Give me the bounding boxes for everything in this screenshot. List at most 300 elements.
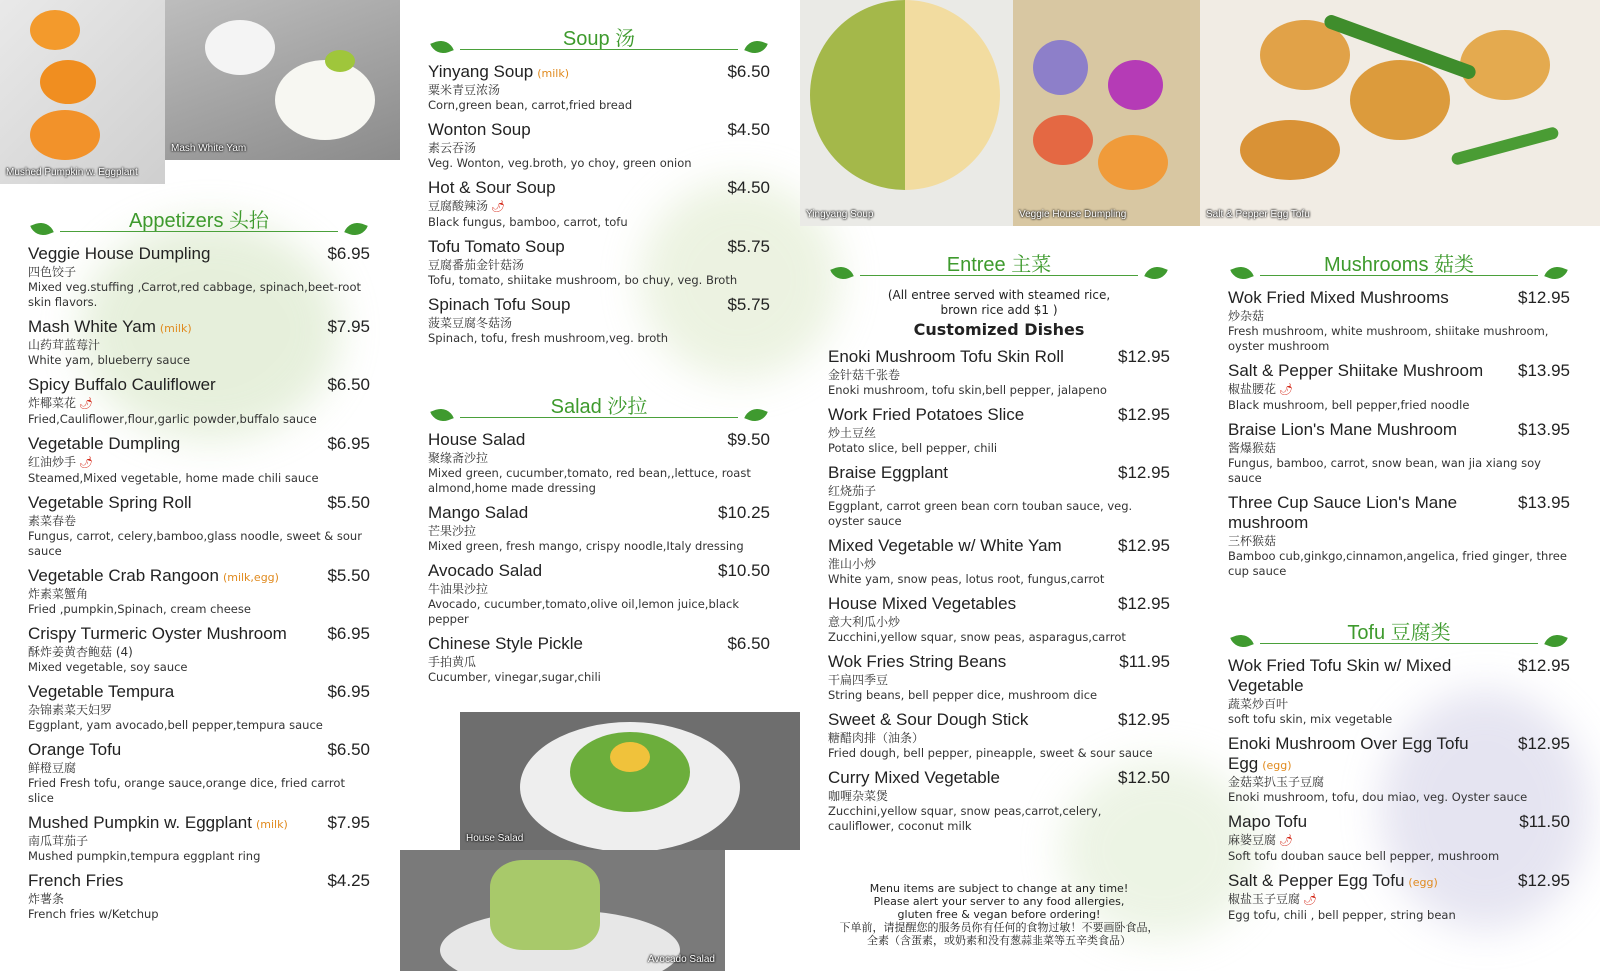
menu-item — [428, 178, 770, 230]
menu-item-header — [28, 434, 370, 454]
menu-item-header — [28, 244, 370, 264]
menu-item-description: soft tofu skin, mix vegetable — [1228, 712, 1393, 726]
menu-item-chinese-name: 蔬菜炒百叶 — [1228, 697, 1289, 711]
menu-item-chinese-name: 粟米青豆浓汤 — [428, 83, 501, 97]
entree-subtitle: Customized Dishes — [913, 320, 1085, 339]
menu-item-chinese-name: 三杯猴菇 — [1228, 534, 1277, 548]
menu-item-description: White yam, blueberry sauce — [28, 353, 191, 367]
menu-item-description: Black mushroom, bell pepper,fried noodle — [1228, 398, 1470, 412]
menu-item-price: $12.95 — [1518, 871, 1570, 890]
menu-item-name: Mixed Vegetable w/ White Yam — [828, 536, 1062, 555]
menu-item — [828, 536, 1170, 587]
menu-item-description: Avocado, cucumber,tomato,olive oil,lemon juice,black pepper — [428, 597, 739, 626]
menu-item-price: $12.95 — [1518, 734, 1570, 753]
photo-caption: Yingyang Soup — [806, 209, 874, 220]
menu-item-description: Zucchini,yellow squar, snow peas, asparagus,carrot — [828, 630, 1126, 644]
menu-item — [828, 594, 1170, 645]
menu-item-header — [828, 768, 1170, 788]
menu-item-name: Three Cup Sauce Lion's Mane mushroom — [1228, 493, 1458, 532]
menu-item-price: $12.95 — [1518, 288, 1570, 307]
menu-item-name: House Mixed Vegetables — [828, 594, 1017, 613]
menu-item-description: Fried ,pumpkin,Spinach, cream cheese — [28, 602, 251, 616]
menu-item-name-wrap — [428, 237, 565, 257]
menu-item-name: Wok Fries String Beans — [828, 652, 1007, 671]
menu-item-price: $12.50 — [1118, 768, 1170, 787]
menu-item-description: Veg. Wonton, veg.broth, yo choy, green onion — [428, 156, 692, 170]
menu-item-name: Wok Fried Mixed Mushrooms — [1228, 288, 1449, 307]
menu-item-name-wrap — [28, 434, 180, 454]
menu-item-description: Zucchini,yellow squar, snow peas,carrot,celery, cauliflower, coconut milk — [828, 804, 1102, 833]
menu-item-name: Mango Salad — [428, 503, 529, 522]
menu-item-description: Enoki mushroom, tofu, dou miao, veg. Oyster sauce — [1228, 790, 1528, 804]
menu-item-description: White yam, snow peas, lotus root, fungus,carrot — [828, 572, 1105, 586]
menu-item-name-wrap — [1228, 656, 1518, 696]
menu-item-price: $12.95 — [1118, 594, 1170, 613]
menu-item — [828, 463, 1170, 529]
menu-item-chinese-name: 南瓜茸茄子 — [28, 834, 89, 848]
menu-item-name-wrap — [828, 405, 1024, 425]
menu-item-header — [28, 813, 370, 833]
menu-item — [428, 561, 770, 627]
menu-item-name-wrap — [428, 430, 525, 450]
menu-item-price: $13.95 — [1518, 361, 1570, 380]
menu-item-description: Eggplant, yam avocado,bell pepper,tempura sauce — [28, 718, 323, 732]
photo-salt-pepper-tofu — [1200, 0, 1600, 226]
menu-item-price: $13.95 — [1518, 420, 1570, 439]
menu-item-price: $6.50 — [727, 62, 770, 81]
menu-item-price: $6.95 — [327, 434, 370, 453]
allergen-tag: (egg) — [1262, 759, 1292, 772]
menu-item — [1228, 493, 1570, 579]
menu-item — [1228, 420, 1570, 486]
menu-item-description: Mushed pumpkin,tempura eggplant ring — [28, 849, 261, 863]
menu-item-description: Tofu, tomato, shiitake mushroom, bo chuy, veg. Broth — [428, 273, 738, 287]
menu-item-price: $5.50 — [327, 566, 370, 585]
menu-item-header — [428, 120, 770, 140]
menu-item-name: Enoki Mushroom Tofu Skin Roll — [828, 347, 1064, 366]
menu-item-description: Fresh mushroom, white mushroom, shiitake mushroom, oyster mushroom — [1228, 324, 1549, 353]
footer-line: 下单前，请提醒您的服务员你有任何的食物过敏！不要画卧食品， — [839, 921, 1159, 934]
menu-item-description: Potato slice, bell pepper, chili — [828, 441, 998, 455]
menu-item — [28, 317, 370, 368]
chili-icon: 🌶 — [1279, 383, 1293, 396]
entree-section — [828, 248, 1170, 947]
menu-item-description: French fries w/Ketchup — [28, 907, 159, 921]
menu-item-name-wrap — [28, 317, 192, 337]
menu-item-price: $12.95 — [1118, 347, 1170, 366]
menu-item-name: Orange Tofu — [28, 740, 122, 759]
menu-item-name: Avocado Salad — [428, 561, 543, 580]
menu-item-price: $12.95 — [1118, 710, 1170, 729]
menu-item-name-wrap — [828, 652, 1006, 672]
menu-item-price: $5.75 — [727, 295, 770, 314]
menu-item-name-wrap — [1228, 812, 1307, 832]
menu-item-description: Enoki mushroom, tofu skin,bell pepper, jalapeno — [828, 383, 1107, 397]
menu-item — [828, 347, 1170, 398]
menu-item-header — [1228, 288, 1570, 308]
menu-item-header — [428, 561, 770, 581]
menu-item-name: Mapo Tofu — [1228, 812, 1308, 831]
menu-item-chinese-name: 炸素菜蟹角 — [28, 587, 89, 601]
menu-item — [428, 295, 770, 346]
menu-item — [428, 503, 770, 554]
allergen-tag: (egg) — [1408, 876, 1438, 889]
menu-item — [828, 652, 1170, 703]
section-title: Appetizers 头抬 — [128, 210, 270, 232]
menu-item-chinese-name: 手拍黄瓜 — [428, 655, 477, 669]
menu-item-name-wrap — [28, 566, 279, 586]
menu-item-name: Vegetable Crab Rangoon — [28, 566, 219, 585]
menu-item-name: Salt & Pepper Egg Tofu — [1228, 871, 1405, 890]
menu-item-name: Braise Eggplant — [828, 463, 949, 482]
menu-item-description: Soft tofu douban sauce bell pepper, mushroom — [1228, 849, 1500, 863]
menu-item-name: Spicy Buffalo Cauliflower — [28, 375, 216, 394]
menu-item-name-wrap — [1228, 871, 1438, 891]
menu-item-chinese-name: 金针菇千张卷 — [828, 368, 901, 382]
menu-item-header — [428, 430, 770, 450]
menu-item-chinese-name: 糖醋肉排（油条） — [828, 731, 925, 745]
menu-item-price: $10.50 — [718, 561, 770, 580]
menu-item-price: $5.75 — [727, 237, 770, 256]
footer-line: Menu items are subject to change at any time! — [869, 882, 1129, 895]
menu-item-description: Fungus, bamboo, carrot, snow bean, wan jia xiang soy sauce — [1228, 456, 1541, 485]
menu-item-header — [428, 178, 770, 198]
section-title: Mushrooms 菇类 — [1323, 254, 1475, 276]
entree-note: brown rice add $1 ) — [940, 303, 1058, 317]
section-title: Tofu 豆腐类 — [1347, 622, 1451, 644]
menu-item-name-wrap — [428, 62, 569, 82]
menu-item-header — [1228, 734, 1570, 774]
menu-item-name-wrap — [828, 594, 1016, 614]
menu-item-name-wrap — [428, 634, 583, 654]
menu-item-header — [28, 317, 370, 337]
chili-icon: 🌶 — [1303, 893, 1317, 906]
menu-item-name-wrap — [28, 682, 174, 702]
menu-item — [28, 682, 370, 733]
photo-veggie-dumpling — [1013, 0, 1200, 226]
menu-item-name: Chinese Style Pickle — [428, 634, 583, 653]
menu-item-name: Hot & Sour Soup — [428, 178, 556, 197]
photo-caption: House Salad — [466, 833, 524, 844]
menu-item-header — [1228, 812, 1570, 832]
menu-item-header — [428, 634, 770, 654]
menu-item-chinese-name: 杂锦素菜天妇罗 — [28, 703, 113, 717]
menu-item-chinese-name: 红油炒手 🌶 — [28, 455, 93, 469]
menu-item-price: $12.95 — [1518, 656, 1570, 675]
photo-yinyang-soup — [800, 0, 1013, 226]
menu-item-name: French Fries — [28, 871, 124, 890]
photo-avocado-salad — [400, 850, 725, 971]
menu-item-name: Enoki Mushroom Over Egg Tofu Egg — [1228, 734, 1469, 773]
menu-item-description: Cucumber, vinegar,sugar,chili — [428, 670, 601, 684]
section-header — [1228, 248, 1570, 282]
menu-item-name: Tofu Tomato Soup — [428, 237, 565, 256]
chili-icon: 🌶 — [79, 456, 93, 469]
menu-item-name-wrap — [828, 347, 1064, 367]
menu-item-price: $4.50 — [727, 120, 770, 139]
photo-caption: Mash White Yam — [171, 143, 247, 154]
menu-item-name-wrap — [28, 740, 121, 760]
menu-item-chinese-name: 炒杂菇 — [1228, 309, 1265, 323]
menu-item-name: Veggie House Dumpling — [28, 244, 211, 263]
photo-house-salad — [460, 712, 800, 850]
section-header — [28, 204, 370, 238]
menu-item-chinese-name: 牛油果沙拉 — [428, 582, 489, 596]
menu-item-chinese-name: 山药茸蓝莓汁 — [28, 338, 101, 352]
menu-item-chinese-name: 酱爆猴菇 — [1228, 441, 1277, 455]
menu-item-name-wrap — [828, 536, 1062, 556]
menu-item — [28, 493, 370, 559]
menu-item-name: Wonton Soup — [428, 120, 531, 139]
menu-item-price: $12.95 — [1118, 463, 1170, 482]
menu-item — [28, 375, 370, 427]
menu-item-chinese-name: 淮山小炒 — [828, 557, 877, 571]
menu-item — [1228, 361, 1570, 413]
menu-item-name: Work Fried Potatoes Slice — [828, 405, 1025, 424]
menu-item-name-wrap — [28, 244, 210, 264]
menu-item-name-wrap — [1228, 288, 1449, 308]
menu-item-price: $6.95 — [327, 244, 370, 263]
menu-item-name-wrap — [828, 768, 1000, 788]
footer-line: 全素（含蛋素，或奶素和没有葱蒜韭菜等五辛类食品） — [867, 934, 1131, 947]
menu-item — [28, 813, 370, 864]
menu-item-header — [828, 463, 1170, 483]
photo-mushed-pumpkin — [0, 0, 165, 184]
menu-item-chinese-name: 炸薯条 — [28, 892, 65, 906]
menu-item-name-wrap — [28, 375, 216, 395]
photo-caption: Veggie House Dumpling — [1019, 209, 1127, 220]
menu-item — [28, 624, 370, 675]
menu-item-header — [28, 375, 370, 395]
menu-item-price: $12.95 — [1118, 536, 1170, 555]
menu-item-name-wrap — [1228, 734, 1518, 774]
menu-item-name-wrap — [428, 561, 542, 581]
menu-item-chinese-name: 豆腐番茄金针菇汤 — [428, 258, 525, 272]
menu-item-description: Fried,Cauliflower,flour,garlic powder,buffalo sauce — [28, 412, 317, 426]
section-header — [428, 390, 770, 424]
menu-item-price: $9.50 — [727, 430, 770, 449]
chili-icon: 🌶 — [1279, 834, 1293, 847]
menu-item — [28, 871, 370, 922]
section-title: Entree 主菜 — [946, 254, 1052, 276]
menu-item-chinese-name: 麻婆豆腐 🌶 — [1228, 833, 1293, 847]
menu-item-header — [428, 503, 770, 523]
menu-item — [28, 434, 370, 486]
menu-item-header — [428, 62, 770, 82]
menu-item-name: Vegetable Tempura — [28, 682, 175, 701]
menu-item — [1228, 812, 1570, 864]
menu-item-header — [428, 237, 770, 257]
menu-item-chinese-name: 菠菜豆腐冬菇汤 — [428, 316, 513, 330]
menu-item-header — [1228, 420, 1570, 440]
menu-item — [28, 566, 370, 617]
menu-item-description: Mixed veg.stuffing ,Carrot,red cabbage, spinach,beet-root skin flavors. — [28, 280, 361, 309]
menu-item-header — [28, 740, 370, 760]
menu-item-name: Salt & Pepper Shiitake Mushroom — [1228, 361, 1484, 380]
menu-item-name: Wok Fried Tofu Skin w/ Mixed Vegetable — [1228, 656, 1452, 695]
menu-item-price: $10.25 — [718, 503, 770, 522]
menu-item-chinese-name: 椒盐腰花 🌶 — [1228, 382, 1293, 396]
menu-item-chinese-name: 四色饺子 — [28, 265, 77, 279]
footer-line: Please alert your server to any food allergies, — [873, 895, 1125, 908]
menu-item-description: Egg tofu, chili , bell pepper, string bean — [1228, 908, 1456, 922]
menu-item — [428, 62, 770, 113]
menu-item-name-wrap — [1228, 493, 1518, 533]
menu-item-description: Mixed green, cucumber,tomato, red bean,,lettuce, roast almond,home made dressing — [428, 466, 751, 495]
menu-item-name-wrap — [428, 178, 556, 198]
menu-item-name-wrap — [828, 463, 948, 483]
menu-item — [428, 430, 770, 496]
menu-item — [28, 244, 370, 310]
menu-item-header — [828, 405, 1170, 425]
menu-item-name: Curry Mixed Vegetable — [828, 768, 1000, 787]
menu-item — [428, 237, 770, 288]
menu-item-name-wrap — [428, 295, 570, 315]
soup-section — [428, 22, 770, 353]
menu-item-name: Mushed Pumpkin w. Eggplant — [28, 813, 252, 832]
menu-item-chinese-name: 素菜春卷 — [28, 514, 77, 528]
menu-item-price: $11.50 — [1519, 812, 1570, 831]
menu-item-price: $6.50 — [327, 375, 370, 394]
menu-item-price: $4.50 — [727, 178, 770, 197]
menu-item-price: $5.50 — [327, 493, 370, 512]
menu-item-chinese-name: 椒盐玉子豆腐 🌶 — [1228, 892, 1317, 906]
menu-item — [28, 740, 370, 806]
menu-item-name: Crispy Turmeric Oyster Mushroom — [28, 624, 287, 643]
menu-item-description: String beans, bell pepper dice, mushroom dice — [828, 688, 1098, 702]
menu-item-header — [1228, 493, 1570, 533]
menu-item-description: Mixed green, fresh mango, crispy noodle,Italy dressing — [428, 539, 744, 553]
menu-item-chinese-name: 豆腐酸辣汤 🌶 — [428, 199, 505, 213]
menu-footer — [828, 882, 1170, 947]
menu-item — [1228, 871, 1570, 923]
menu-item — [1228, 656, 1570, 727]
menu-item-header — [28, 871, 370, 891]
menu-item-description: Black fungus, bamboo, carrot, tofu — [428, 215, 628, 229]
menu-item-price: $7.95 — [327, 317, 370, 336]
menu-item-description: Fungus, carrot, celery,bamboo,glass noodle, sweet & sour sauce — [28, 529, 362, 558]
menu-item-name-wrap — [28, 493, 192, 513]
allergen-tag: (milk) — [159, 322, 192, 335]
menu-item — [428, 120, 770, 171]
menu-item-header — [28, 682, 370, 702]
menu-item-name-wrap — [28, 813, 288, 833]
menu-item-description: Bamboo cub,ginkgo,cinnamon,angelica, fried ginger, three cup sauce — [1228, 549, 1567, 578]
menu-item-chinese-name: 干扁四季豆 — [828, 673, 889, 687]
menu-item — [1228, 288, 1570, 354]
section-title: Salad 沙拉 — [550, 396, 648, 418]
salad-section — [428, 390, 770, 692]
chili-icon: 🌶 — [79, 397, 93, 410]
menu-item-header — [828, 594, 1170, 614]
menu-item-description: Fried dough, bell pepper, pineapple, sweet & sour sauce — [828, 746, 1153, 760]
menu-item-price: $12.95 — [1118, 405, 1170, 424]
menu-item-chinese-name: 炸椰菜花 🌶 — [28, 396, 93, 410]
menu-item-name: Sweet & Sour Dough Stick — [828, 710, 1029, 729]
allergen-tag: (milk,egg) — [222, 571, 279, 584]
menu-item-description: Eggplant, carrot green bean corn touban sauce, veg. oyster sauce — [828, 499, 1133, 528]
menu-item-header — [828, 710, 1170, 730]
menu-item-header — [28, 624, 370, 644]
menu-item-description: Steamed,Mixed vegetable, home made chili sauce — [28, 471, 319, 485]
footer-line: gluten free & vegan before ordering! — [897, 908, 1101, 921]
photo-mash-white-yam — [165, 0, 400, 160]
menu-item-name: Yinyang Soup — [428, 62, 534, 81]
menu-item-price: $11.95 — [1119, 652, 1170, 671]
menu-item-description: Corn,green bean, carrot,fried bread — [428, 98, 633, 112]
menu-item-price: $6.50 — [727, 634, 770, 653]
section-header — [828, 248, 1170, 282]
photo-caption: Avocado Salad — [647, 954, 715, 965]
menu-item-header — [828, 347, 1170, 367]
menu-item-chinese-name: 意大利瓜小炒 — [828, 615, 901, 629]
allergen-tag: (milk) — [255, 818, 288, 831]
entree-note: (All entree served with steamed rice, — [887, 288, 1111, 302]
section-header — [1228, 616, 1570, 650]
menu-item-description: Fried Fresh tofu, orange sauce,orange dice, fried carrot slice — [28, 776, 345, 805]
menu-item — [428, 634, 770, 685]
photo-caption: Salt & Pepper Egg Tofu — [1206, 209, 1310, 220]
menu-item-price: $6.95 — [327, 624, 370, 643]
menu-item-name: Spinach Tofu Soup — [428, 295, 571, 314]
menu-item-chinese-name: 聚缘斋沙拉 — [428, 451, 489, 465]
menu-item-price: $6.95 — [327, 682, 370, 701]
menu-item-name: Braise Lion's Mane Mushroom — [1228, 420, 1458, 439]
menu-item-name-wrap — [428, 503, 528, 523]
tofu-section — [1228, 616, 1570, 930]
menu-item-name-wrap — [1228, 361, 1483, 381]
menu-item-chinese-name: 炒土豆丝 — [828, 426, 877, 440]
menu-item-description: Spinach, tofu, fresh mushroom,veg. broth — [428, 331, 669, 345]
menu-item-name-wrap — [828, 710, 1028, 730]
menu-item-chinese-name: 红烧茄子 — [828, 484, 877, 498]
menu-item-chinese-name: 素云吞汤 — [428, 141, 477, 155]
chili-icon: 🌶 — [491, 200, 505, 213]
menu-item-header — [28, 493, 370, 513]
menu-item-chinese-name: 酥炸姜黄杏鲍菇 (4) — [28, 645, 133, 659]
menu-item — [1228, 734, 1570, 805]
menu-item-header — [1228, 871, 1570, 891]
menu-item-name-wrap — [28, 624, 287, 644]
menu-item-price: $13.95 — [1518, 493, 1570, 512]
menu-item-chinese-name: 鲜橙豆腐 — [28, 761, 77, 775]
menu-item-name: House Salad — [428, 430, 526, 449]
menu-item-name-wrap — [1228, 420, 1457, 440]
section-header — [428, 22, 770, 56]
mushrooms-section — [1228, 248, 1570, 586]
menu-item-chinese-name: 金菇菜扒玉子豆腐 — [1228, 775, 1325, 789]
menu-item — [828, 405, 1170, 456]
menu-item-chinese-name: 咖喱杂菜煲 — [828, 789, 889, 803]
menu-item — [828, 710, 1170, 761]
allergen-tag: (milk) — [537, 67, 570, 80]
menu-item-price: $7.95 — [327, 813, 370, 832]
menu-item-price: $4.25 — [327, 871, 370, 890]
appetizers-section — [28, 204, 370, 929]
menu-item-price: $6.50 — [327, 740, 370, 759]
menu-item-name: Vegetable Spring Roll — [28, 493, 192, 512]
section-title: Soup 汤 — [562, 28, 636, 50]
menu-item-header — [828, 536, 1170, 556]
menu-item-header — [1228, 361, 1570, 381]
menu-item-header — [428, 295, 770, 315]
menu-item-chinese-name: 芒果沙拉 — [428, 524, 477, 538]
menu-item — [828, 768, 1170, 834]
menu-item-header — [28, 566, 370, 586]
menu-item-name-wrap — [428, 120, 531, 140]
photo-caption: Mushed Pumpkin w. Eggplant — [6, 167, 138, 178]
menu-item-header — [828, 652, 1170, 672]
